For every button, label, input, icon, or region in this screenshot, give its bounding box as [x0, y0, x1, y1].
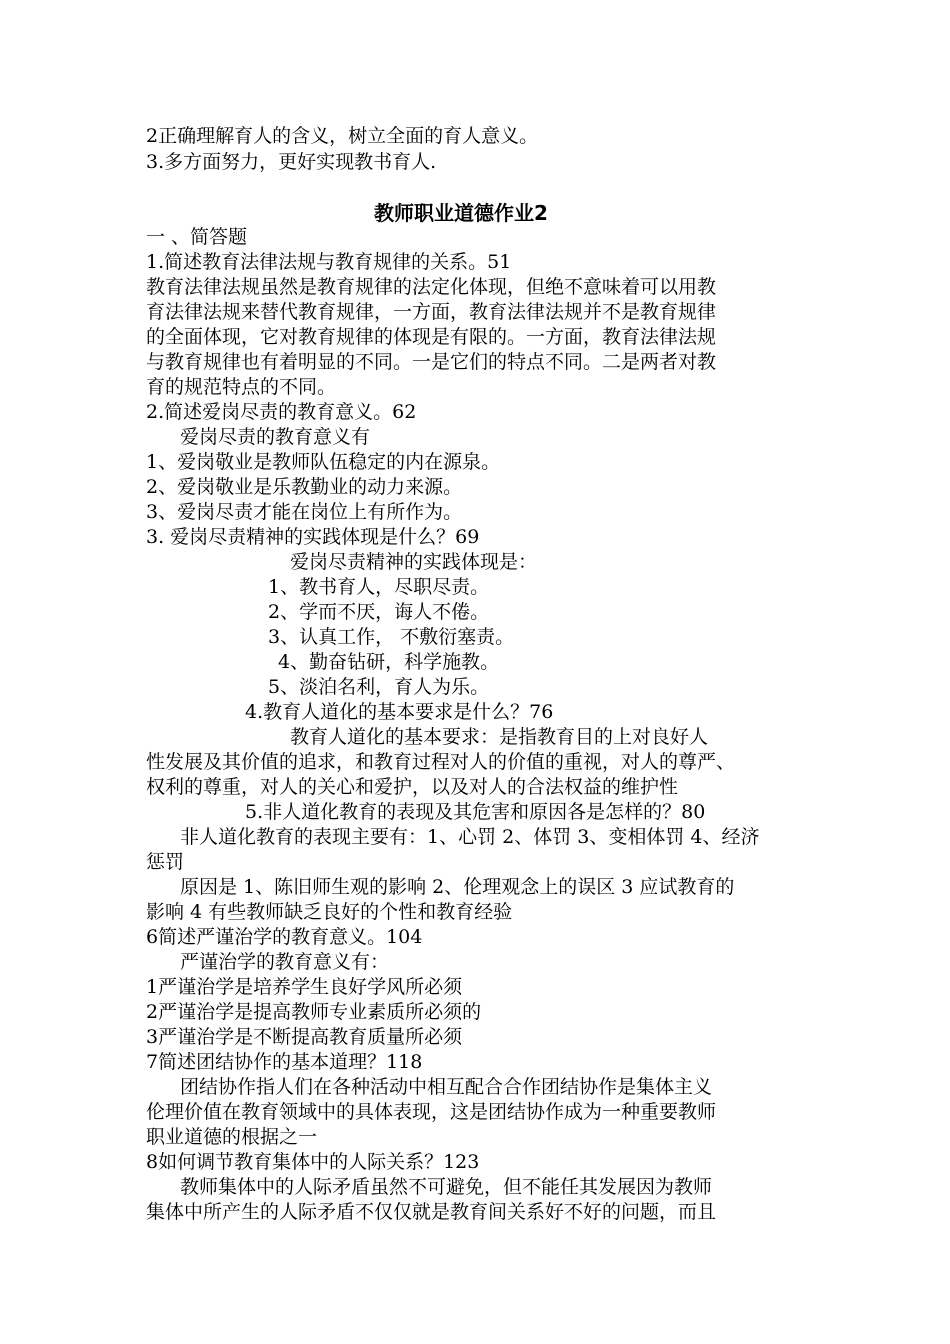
text-line: 育法律法规来替代教育规律，一方面，教育法律法规并不是教育规律	[146, 301, 717, 323]
section-heading: 一 、简答题	[146, 226, 248, 248]
list-item: 1严谨治学是培养学生良好学风所必须	[146, 976, 463, 998]
text-line: 职业道德的根据之一	[146, 1126, 318, 1148]
text-line: 教师集体中的人际矛盾虽然不可避免，但不能任其发展因为教师	[180, 1176, 713, 1198]
list-item: 2、学而不厌，诲人不倦。	[268, 601, 490, 623]
text-line: 影响 4 有些教师缺乏良好的个性和教育经验	[146, 901, 513, 923]
list-item: 2严谨治学是提高教师专业素质所必须的	[146, 1001, 482, 1023]
question-line: 2.简述爱岗尽责的教育意义。62	[146, 401, 417, 423]
text-line: 教育人道化的基本要求：是指教育目的上对良好人	[290, 726, 709, 748]
list-item: 1、爱岗敬业是教师队伍稳定的内在源泉。	[146, 451, 501, 473]
text-line: 团结协作指人们在各种活动中相互配合合作团结协作是集体主义	[180, 1076, 713, 1098]
text-line: 3.多方面努力，更好实现教书育人.	[146, 151, 437, 173]
question-line: 7简述团结协作的基本道理？118	[146, 1051, 423, 1073]
text-line: 2正确理解育人的含义，树立全面的育人意义。	[146, 125, 539, 147]
text-line: 爱岗尽责精神的实践体现是：	[290, 551, 538, 573]
text-line: 伦理价值在教育领域中的具体表现，这是团结协作成为一种重要教师	[146, 1101, 717, 1123]
list-item: 3严谨治学是不断提高教育质量所必须	[146, 1026, 463, 1048]
list-item: 5、淡泊名利，育人为乐。	[268, 676, 490, 698]
question-line: 5.非人道化教育的表现及其危害和原因各是怎样的？80	[245, 801, 706, 823]
section-title: 教师职业道德作业2	[374, 201, 548, 225]
text-line: 非人道化教育的表现主要有：1、心罚 2、体罚 3、变相体罚 4、经济	[180, 826, 760, 848]
question-line: 3. 爱岗尽责精神的实践体现是什么？69	[146, 526, 480, 548]
question-line: 8如何调节教育集体中的人际关系？123	[146, 1151, 480, 1173]
text-line: 教育法律法规虽然是教育规律的法定化体现，但绝不意味着可以用教	[146, 276, 717, 298]
text-line: 性发展及其价值的追求，和教育过程对人的价值的重视，对人的尊严、	[146, 751, 736, 773]
text-line: 育的规范特点的不同。	[146, 376, 337, 398]
list-item: 3、认真工作， 不敷衍塞责。	[268, 626, 515, 648]
question-line: 4.教育人道化的基本要求是什么？76	[245, 701, 554, 723]
list-item: 3、爱岗尽责才能在岗位上有所作为。	[146, 501, 463, 523]
text-line: 集体中所产生的人际矛盾不仅仅就是教育间关系好不好的问题，而且	[146, 1201, 717, 1223]
list-item: 4、勤奋钻研，科学施教。	[278, 651, 500, 673]
text-line: 严谨治学的教育意义有：	[180, 951, 390, 973]
question-line: 1.简述教育法律法规与教育规律的关系。51	[146, 251, 512, 273]
text-line: 权利的尊重，对人的关心和爱护，以及对人的合法权益的维护性	[146, 776, 679, 798]
list-item: 2、爱岗敬业是乐教勤业的动力来源。	[146, 476, 463, 498]
list-item: 1、教书育人，尽职尽责。	[268, 576, 490, 598]
text-line: 原因是 1、陈旧师生观的影响 2、伦理观念上的误区 3 应试教育的	[180, 876, 735, 898]
text-line: 与教育规律也有着明显的不同。一是它们的特点不同。二是两者对教	[146, 351, 717, 373]
text-line: 的全面体现，它对教育规律的体现是有限的。一方面，教育法律法规	[146, 326, 717, 348]
text-line: 爱岗尽责的教育意义有	[180, 426, 371, 448]
text-line: 惩罚	[146, 851, 185, 873]
question-line: 6简述严谨治学的教育意义。104	[146, 926, 423, 948]
